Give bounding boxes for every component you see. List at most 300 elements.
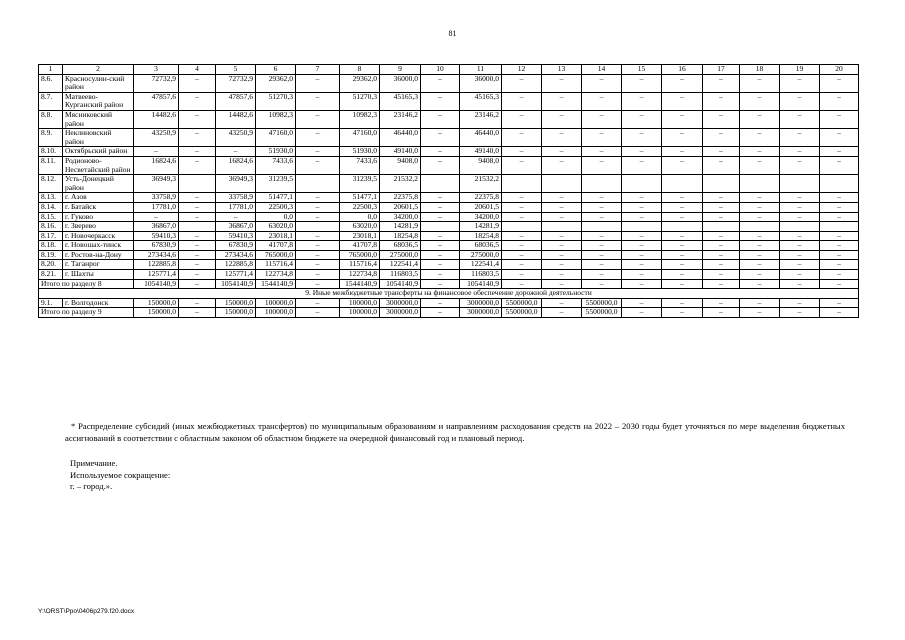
- section-title: 9. Иные межбюджетные трансферты на финансовое обеспечение дорожной деятельности: [39, 289, 859, 299]
- row-number: 8.21.: [39, 270, 63, 280]
- table-cell: 68036,5: [460, 241, 502, 251]
- table-cell: –: [780, 193, 820, 203]
- row-number: 8.20.: [39, 260, 63, 270]
- table-cell: 49140,0: [460, 147, 502, 157]
- table-cell: 29362,0: [256, 74, 296, 92]
- header-row: [39, 65, 859, 75]
- table-cell: 3000000,0: [460, 298, 502, 308]
- table-cell: 46440,0: [460, 129, 502, 147]
- table-cell: –: [542, 260, 582, 270]
- table-cell: –: [780, 298, 820, 308]
- table-cell: 5500000,0: [582, 308, 622, 318]
- table-cell: 34200,0: [460, 212, 502, 222]
- table-cell: 67830,9: [134, 241, 179, 251]
- total-label: Итого по разделу 8: [39, 279, 134, 289]
- table-cell: 100000,0: [256, 308, 296, 318]
- table-cell: 36000,0: [380, 74, 421, 92]
- table-cell: 150000,0: [216, 298, 256, 308]
- table-cell: –: [780, 110, 820, 128]
- table-cell: [740, 175, 780, 193]
- section-8-total-row: [39, 279, 859, 289]
- table-cell: –: [582, 202, 622, 212]
- table-cell: –: [134, 147, 179, 157]
- table-cell: –: [740, 74, 780, 92]
- municipality-name: г. Новочеркасск: [63, 231, 134, 241]
- table-row: [39, 110, 859, 128]
- table-row: [39, 129, 859, 147]
- table-cell: 10982,3: [256, 110, 296, 128]
- column-number: 1: [39, 65, 63, 75]
- table-cell: –: [582, 147, 622, 157]
- table-cell: –: [780, 270, 820, 280]
- table-cell: 51270,3: [340, 92, 380, 110]
- table-cell: –: [622, 129, 662, 147]
- table-cell: –: [296, 147, 340, 157]
- table-cell: 63020,0: [340, 222, 380, 232]
- table-cell: –: [662, 279, 703, 289]
- table-cell: –: [622, 110, 662, 128]
- row-number: 8.14.: [39, 202, 63, 212]
- table-cell: 72732,9: [134, 74, 179, 92]
- table-cell: –: [703, 298, 740, 308]
- table-cell: 14482,6: [134, 110, 179, 128]
- table-cell: 1054140,9: [380, 279, 421, 289]
- row-number: 8.10.: [39, 147, 63, 157]
- table-cell: –: [703, 270, 740, 280]
- table-cell: –: [820, 193, 859, 203]
- table-cell: 3000000,0: [460, 308, 502, 318]
- table-cell: –: [622, 193, 662, 203]
- row-number: 8.6.: [39, 74, 63, 92]
- table-cell: –: [820, 212, 859, 222]
- table-cell: –: [502, 241, 542, 251]
- table-cell: 29362,0: [340, 74, 380, 92]
- table-cell: 1054140,9: [134, 279, 179, 289]
- table-cell: –: [740, 260, 780, 270]
- table-cell: 59410,3: [134, 231, 179, 241]
- table-cell: [740, 222, 780, 232]
- table-cell: –: [421, 156, 460, 174]
- table-cell: –: [662, 92, 703, 110]
- table-cell: –: [502, 92, 542, 110]
- table-cell: 1054140,9: [460, 279, 502, 289]
- table-cell: –: [820, 260, 859, 270]
- table-cell: –: [296, 212, 340, 222]
- table-cell: –: [703, 193, 740, 203]
- file-path: Y:\ORST\Ppo\0406p279.f20.docx: [38, 608, 135, 615]
- table-cell: 68036,5: [380, 241, 421, 251]
- table-cell: [179, 222, 216, 232]
- municipality-name: г. Таганрог: [63, 260, 134, 270]
- table-cell: –: [820, 298, 859, 308]
- column-number: 10: [421, 65, 460, 75]
- municipality-name: г. Гуково: [63, 212, 134, 222]
- table-cell: 150000,0: [134, 298, 179, 308]
- column-number: 12: [502, 65, 542, 75]
- table-cell: –: [179, 193, 216, 203]
- table-cell: 100000,0: [340, 298, 380, 308]
- table-cell: [421, 175, 460, 193]
- table-cell: –: [296, 193, 340, 203]
- table-cell: –: [502, 212, 542, 222]
- table-cell: [780, 222, 820, 232]
- table-cell: 22500,3: [340, 202, 380, 212]
- table-cell: –: [296, 202, 340, 212]
- table-cell: 9408,0: [460, 156, 502, 174]
- row-number: 8.15.: [39, 212, 63, 222]
- table-cell: –: [421, 231, 460, 241]
- note-abbrev-label: Используемое сокращение:: [70, 469, 171, 480]
- table-cell: –: [622, 250, 662, 260]
- note-heading: Примечание.: [70, 458, 118, 468]
- table-cell: [502, 175, 542, 193]
- row-number: 8.8.: [39, 110, 63, 128]
- table-cell: –: [703, 74, 740, 92]
- table-cell: 1544140,9: [340, 279, 380, 289]
- table-cell: –: [582, 74, 622, 92]
- table-cell: [820, 222, 859, 232]
- table-cell: –: [740, 156, 780, 174]
- table-cell: –: [740, 298, 780, 308]
- table-cell: 273434,6: [216, 250, 256, 260]
- table-cell: 23146,2: [460, 110, 502, 128]
- table-row: [39, 74, 859, 92]
- table-cell: –: [542, 250, 582, 260]
- table-cell: 36867,0: [134, 222, 179, 232]
- table-cell: –: [542, 270, 582, 280]
- table-cell: 122734,8: [256, 270, 296, 280]
- table-cell: 14482,6: [216, 110, 256, 128]
- table-cell: –: [622, 308, 662, 318]
- table-cell: –: [421, 202, 460, 212]
- table-cell: –: [820, 231, 859, 241]
- table-cell: –: [740, 279, 780, 289]
- table-cell: 21532,2: [460, 175, 502, 193]
- table-cell: [820, 175, 859, 193]
- table-cell: –: [780, 147, 820, 157]
- table-cell: –: [542, 74, 582, 92]
- row-number: 8.9.: [39, 129, 63, 147]
- table-row: [39, 92, 859, 110]
- table-cell: 0,0: [256, 212, 296, 222]
- table-cell: –: [703, 231, 740, 241]
- table-cell: 17781,0: [216, 202, 256, 212]
- table-cell: –: [740, 241, 780, 251]
- table-cell: –: [820, 202, 859, 212]
- table-cell: –: [179, 156, 216, 174]
- table-cell: –: [622, 92, 662, 110]
- table-cell: –: [296, 74, 340, 92]
- table-cell: 63020,0: [256, 222, 296, 232]
- table-cell: –: [502, 110, 542, 128]
- table-row: [39, 270, 859, 280]
- table-cell: –: [179, 74, 216, 92]
- table-cell: –: [820, 308, 859, 318]
- row-number: 8.17.: [39, 231, 63, 241]
- table-cell: –: [502, 74, 542, 92]
- table-cell: 36949,3: [134, 175, 179, 193]
- table-cell: –: [134, 212, 179, 222]
- column-number: 8: [340, 65, 380, 75]
- table-cell: –: [179, 92, 216, 110]
- municipality-name: г. Шахты: [63, 270, 134, 280]
- table-cell: 10982,3: [340, 110, 380, 128]
- table-cell: 51930,0: [256, 147, 296, 157]
- table-cell: –: [662, 250, 703, 260]
- table-cell: 5500000,0: [582, 298, 622, 308]
- table-cell: 43250,9: [216, 129, 256, 147]
- table-cell: –: [740, 212, 780, 222]
- table-cell: –: [421, 250, 460, 260]
- notes-block: [70, 458, 170, 493]
- column-number: 14: [582, 65, 622, 75]
- table-cell: 23018,1: [256, 231, 296, 241]
- table-cell: –: [740, 250, 780, 260]
- table-cell: –: [179, 308, 216, 318]
- row-number: 8.13.: [39, 193, 63, 203]
- table-cell: 47160,0: [340, 129, 380, 147]
- table-cell: –: [421, 270, 460, 280]
- section-9-total-row: [39, 308, 859, 318]
- municipality-name: Мясниковский район: [63, 110, 134, 128]
- table-cell: –: [662, 129, 703, 147]
- table-cell: –: [542, 212, 582, 222]
- column-number: 3: [134, 65, 179, 75]
- table-cell: 122541,4: [380, 260, 421, 270]
- table-cell: –: [780, 279, 820, 289]
- table-cell: –: [542, 308, 582, 318]
- column-number: 5: [216, 65, 256, 75]
- table-cell: –: [740, 193, 780, 203]
- table-cell: –: [703, 260, 740, 270]
- table-cell: –: [662, 231, 703, 241]
- table-cell: –: [662, 241, 703, 251]
- municipality-name: Родионово-Несветайский район: [63, 156, 134, 174]
- table-cell: 275000,0: [380, 250, 421, 260]
- table-cell: 46440,0: [380, 129, 421, 147]
- table-cell: 18254,8: [460, 231, 502, 241]
- table-cell: –: [780, 308, 820, 318]
- table-cell: 150000,0: [134, 308, 179, 318]
- table-cell: –: [296, 92, 340, 110]
- total-label: Итого по разделу 9: [39, 308, 134, 318]
- table-cell: –: [780, 250, 820, 260]
- table-cell: –: [296, 298, 340, 308]
- table-cell: 16824,6: [216, 156, 256, 174]
- table-cell: –: [296, 270, 340, 280]
- table-cell: –: [582, 279, 622, 289]
- table-cell: –: [820, 129, 859, 147]
- table-cell: –: [622, 298, 662, 308]
- column-number: 2: [63, 65, 134, 75]
- table-cell: 1544140,9: [256, 279, 296, 289]
- table-cell: 18254,8: [380, 231, 421, 241]
- column-number: 19: [780, 65, 820, 75]
- table-cell: 125771,4: [134, 270, 179, 280]
- table-cell: –: [780, 74, 820, 92]
- table-cell: [622, 175, 662, 193]
- table-cell: –: [542, 202, 582, 212]
- table-cell: 765000,0: [340, 250, 380, 260]
- table-cell: –: [780, 92, 820, 110]
- table-cell: 47160,0: [256, 129, 296, 147]
- table-cell: –: [542, 298, 582, 308]
- column-number: 11: [460, 65, 502, 75]
- table-cell: –: [582, 129, 622, 147]
- table-cell: –: [179, 250, 216, 260]
- table-cell: 23146,2: [380, 110, 421, 128]
- table-cell: –: [662, 156, 703, 174]
- table-cell: 67830,9: [216, 241, 256, 251]
- table-cell: –: [780, 202, 820, 212]
- table-cell: –: [582, 231, 622, 241]
- table-cell: 36949,3: [216, 175, 256, 193]
- table-cell: –: [296, 231, 340, 241]
- table-cell: –: [502, 270, 542, 280]
- table-cell: 122541,4: [460, 260, 502, 270]
- table-cell: [662, 175, 703, 193]
- table-cell: 20601,5: [380, 202, 421, 212]
- table-cell: –: [582, 110, 622, 128]
- column-number: 18: [740, 65, 780, 75]
- table-cell: [542, 222, 582, 232]
- table-cell: –: [662, 212, 703, 222]
- table-cell: –: [582, 260, 622, 270]
- table-cell: 22375,8: [460, 193, 502, 203]
- budget-table: [38, 64, 859, 318]
- table-cell: 100000,0: [340, 308, 380, 318]
- note-abbrev-item: г. – город.».: [70, 481, 113, 491]
- table-cell: 47857,6: [134, 92, 179, 110]
- table-cell: –: [703, 308, 740, 318]
- table-cell: –: [179, 241, 216, 251]
- table-cell: –: [820, 279, 859, 289]
- table-cell: –: [740, 129, 780, 147]
- table-cell: –: [703, 212, 740, 222]
- table-row: [39, 231, 859, 241]
- table-cell: –: [296, 260, 340, 270]
- table-cell: [502, 222, 542, 232]
- column-number: 7: [296, 65, 340, 75]
- table-cell: –: [582, 270, 622, 280]
- table-cell: 34200,0: [380, 212, 421, 222]
- table-cell: 122885,8: [216, 260, 256, 270]
- table-cell: –: [179, 129, 216, 147]
- table-cell: 116803,5: [460, 270, 502, 280]
- table-cell: 22375,8: [380, 193, 421, 203]
- table-cell: 23018,1: [340, 231, 380, 241]
- table-cell: [421, 222, 460, 232]
- table-cell: –: [740, 202, 780, 212]
- column-number: 17: [703, 65, 740, 75]
- table-cell: 59410,3: [216, 231, 256, 241]
- row-number: 8.11.: [39, 156, 63, 174]
- table-cell: 122885,8: [134, 260, 179, 270]
- table-cell: –: [622, 202, 662, 212]
- table-cell: –: [622, 279, 662, 289]
- table-cell: –: [179, 298, 216, 308]
- table-cell: –: [421, 308, 460, 318]
- table-cell: 7433,6: [256, 156, 296, 174]
- table-cell: –: [421, 260, 460, 270]
- table-cell: –: [421, 129, 460, 147]
- table-cell: –: [740, 231, 780, 241]
- table-cell: –: [703, 156, 740, 174]
- table-cell: –: [662, 298, 703, 308]
- row-number: 8.16.: [39, 222, 63, 232]
- municipality-name: г. Зверево: [63, 222, 134, 232]
- table-cell: –: [421, 110, 460, 128]
- table-cell: –: [662, 202, 703, 212]
- table-cell: –: [421, 74, 460, 92]
- municipality-name: г. Волгодонск: [63, 298, 134, 308]
- table-cell: –: [179, 231, 216, 241]
- table-cell: –: [296, 129, 340, 147]
- table-cell: –: [780, 156, 820, 174]
- table-cell: 51270,3: [256, 92, 296, 110]
- table-cell: –: [740, 270, 780, 280]
- table-cell: –: [662, 260, 703, 270]
- table-cell: –: [662, 110, 703, 128]
- column-number: 9: [380, 65, 421, 75]
- table-cell: –: [662, 74, 703, 92]
- municipality-name: Усть-Донецкий район: [63, 175, 134, 193]
- table-cell: 22500,3: [256, 202, 296, 212]
- table-cell: –: [703, 250, 740, 260]
- table-cell: –: [820, 110, 859, 128]
- table-cell: 14281,9: [460, 222, 502, 232]
- table-cell: 100000,0: [256, 298, 296, 308]
- table-cell: 273434,6: [134, 250, 179, 260]
- table-cell: –: [502, 147, 542, 157]
- table-cell: 72732,9: [216, 74, 256, 92]
- table-cell: –: [421, 241, 460, 251]
- row-number: 8.12.: [39, 175, 63, 193]
- table-cell: 14281,9: [380, 222, 421, 232]
- table-cell: –: [179, 270, 216, 280]
- table-row: [39, 202, 859, 212]
- table-cell: –: [542, 156, 582, 174]
- table-cell: 20601,5: [460, 202, 502, 212]
- column-number: 6: [256, 65, 296, 75]
- footnote: * Распределение субсидий (иных межбюджетных трансфертов) по муниципальным образованиям и направлениям расходования средств на 2022 – 2030 годы будет уточняться по мере выделения бюджетных ассигнований в соответствии с областным законом об областном бюджете на очередной финансовый год и плановый период.: [65, 421, 845, 443]
- table-cell: 3000000,0: [380, 298, 421, 308]
- table-cell: [296, 222, 340, 232]
- table-row: [39, 156, 859, 174]
- table-cell: [703, 175, 740, 193]
- table-cell: 43250,9: [134, 129, 179, 147]
- table-cell: 41707,8: [340, 241, 380, 251]
- table-cell: 9408,0: [380, 156, 421, 174]
- table-cell: –: [582, 250, 622, 260]
- table-cell: –: [502, 250, 542, 260]
- table-cell: [703, 222, 740, 232]
- table-cell: –: [216, 147, 256, 157]
- table-cell: [780, 175, 820, 193]
- table-cell: –: [662, 193, 703, 203]
- table-cell: –: [296, 110, 340, 128]
- column-number: 15: [622, 65, 662, 75]
- table-cell: –: [820, 74, 859, 92]
- table-cell: –: [542, 147, 582, 157]
- table-row: [39, 212, 859, 222]
- table-cell: 765000,0: [256, 250, 296, 260]
- table-cell: –: [179, 202, 216, 212]
- table-cell: [542, 175, 582, 193]
- table-cell: [582, 175, 622, 193]
- table-cell: –: [502, 202, 542, 212]
- table-cell: 31239,5: [340, 175, 380, 193]
